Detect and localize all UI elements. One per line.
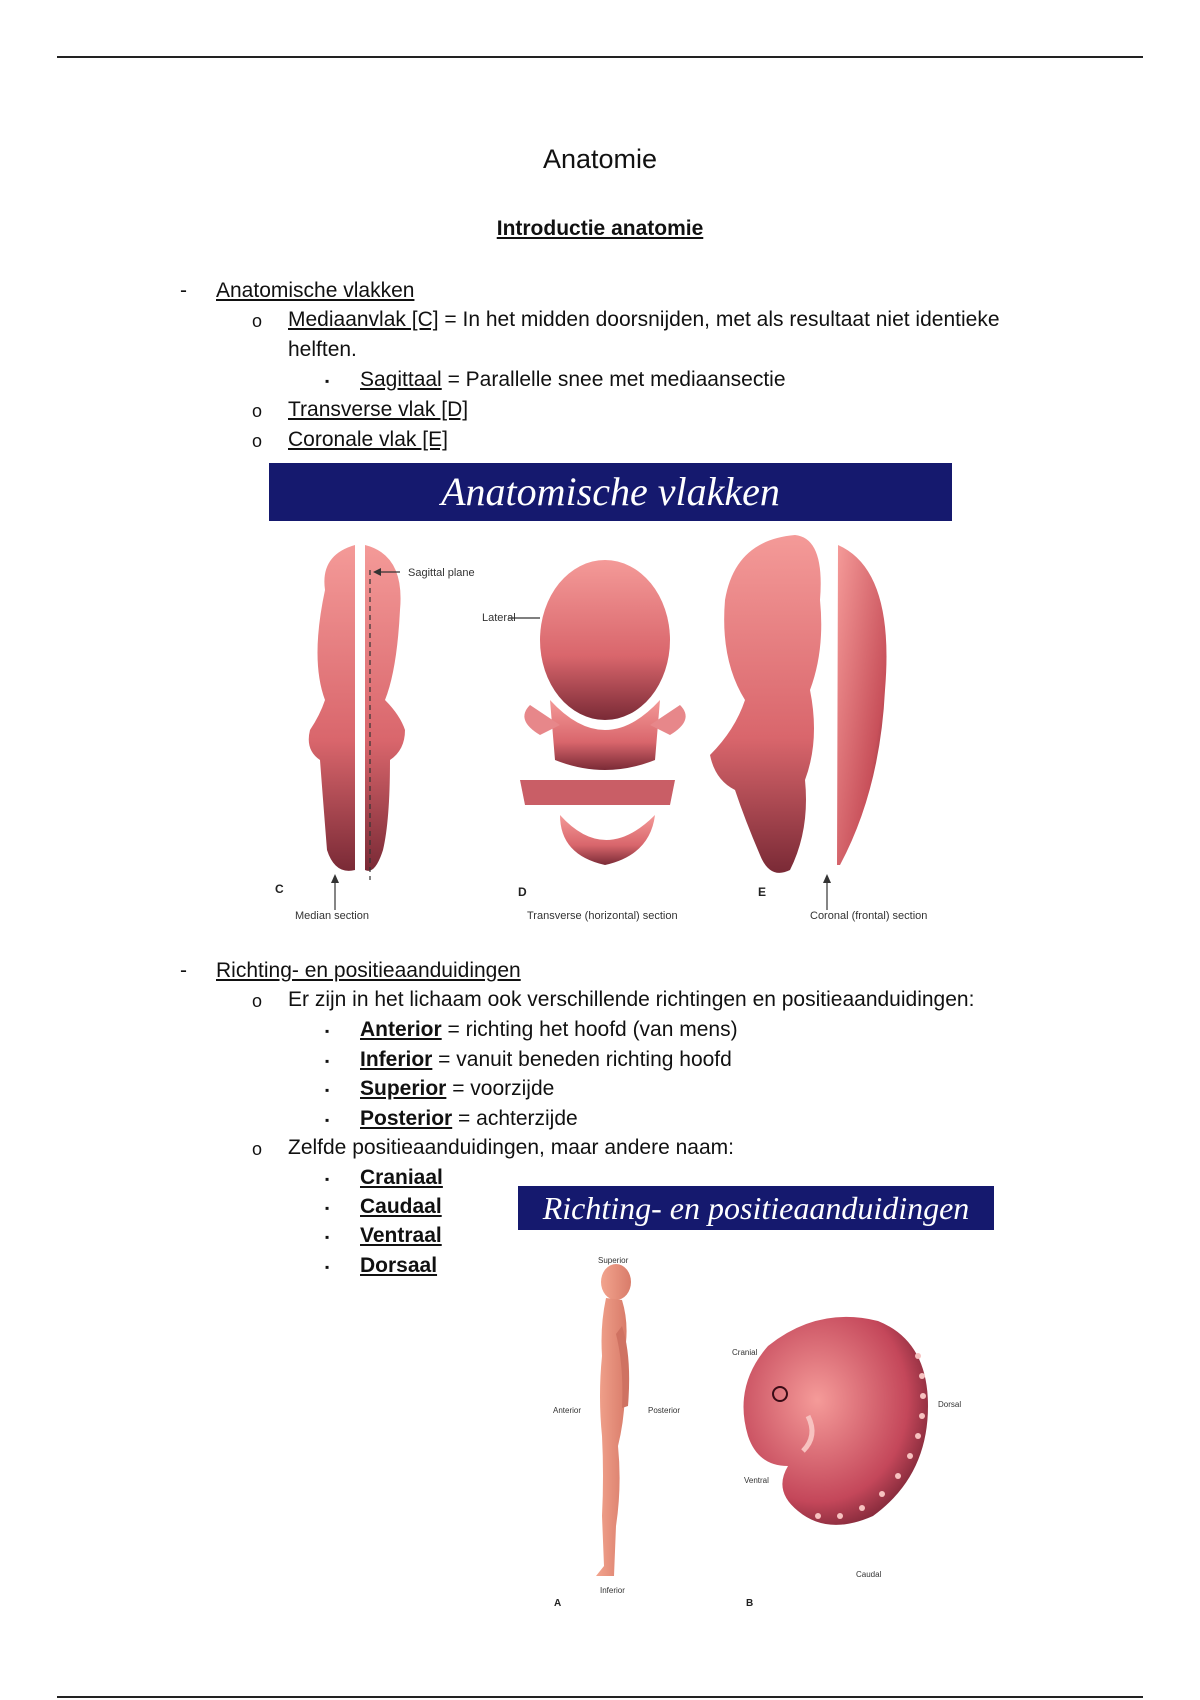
section-heading-anatomische-vlakken: Anatomische vlakken (216, 279, 415, 302)
page-title: Anatomie (542, 144, 658, 174)
circle-bullet: o (252, 401, 263, 421)
list-item-transverse-vlak: Transverse vlak [D] (288, 398, 469, 421)
square-bullet: ▪ (325, 374, 330, 388)
label-transverse-section: Transverse (horizontal) section (527, 910, 678, 922)
square-bullet: ▪ (325, 1054, 330, 1068)
label-coronal-section: Coronal (frontal) section (810, 910, 928, 922)
label-a: A (554, 1598, 562, 1609)
label-median-section: Median section (295, 910, 369, 922)
list-item-continuation: helften. (288, 338, 357, 361)
label-inferior: Inferior (600, 1586, 625, 1595)
figure2-banner: Richting- en positieaanduidingen (518, 1186, 994, 1230)
list-item-coronale-vlak: Coronale vlak [E] (288, 428, 448, 451)
anatomical-planes-illustration (265, 460, 970, 930)
list-item-intro: Er zijn in het lichaam ook verschillende richtingen en positieaanduidingen: (288, 988, 975, 1011)
label-caudal: Caudal (856, 1570, 882, 1579)
square-bullet: ▪ (325, 1083, 330, 1097)
label-dorsal: Dorsal (938, 1400, 962, 1409)
definition-mediaanvlak: = In het midden doorsnijden, met als resultaat niet identieke (438, 308, 1000, 331)
label-superior: Superior (598, 1256, 629, 1265)
definition-superior: = voorzijde (446, 1077, 555, 1100)
section-heading-richting: Richting- en positieaanduidingen (216, 959, 521, 982)
label-sagittal-plane: Sagittal plane (408, 567, 475, 579)
bottom-rule (57, 1696, 1143, 1698)
list-item-sagittaal (360, 365, 786, 395)
label-posterior: Posterior (648, 1406, 681, 1415)
human-side-view (596, 1264, 631, 1576)
square-bullet: ▪ (325, 1113, 330, 1127)
embryo-median-section (309, 545, 405, 910)
dash-bullet: - (180, 959, 187, 982)
square-bullet: ▪ (325, 1230, 330, 1244)
figure-banner: Anatomische vlakken (269, 463, 952, 521)
list-item-inferior (360, 1045, 732, 1075)
label-b: B (746, 1598, 754, 1609)
square-bullet: ▪ (325, 1172, 330, 1186)
label-e: E (758, 885, 767, 899)
figure-anatomische-vlakken (265, 460, 970, 930)
embryo-coronal-section (710, 535, 886, 910)
list-item-superior (360, 1074, 554, 1104)
square-bullet: ▪ (325, 1201, 330, 1215)
term-dorsaal: Dorsaal (360, 1254, 438, 1277)
list-item-anterior (360, 1015, 738, 1045)
circle-bullet: o (252, 311, 263, 331)
definition-anterior: = richting het hoofd (van mens) (441, 1018, 738, 1041)
square-bullet: ▪ (325, 1024, 330, 1038)
term-sagittaal: Sagittaal (360, 368, 442, 391)
figure-richting-posities (518, 1236, 998, 1616)
label-ventral: Ventral (744, 1476, 769, 1485)
circle-bullet: o (252, 431, 263, 451)
list-item-posterior (360, 1104, 578, 1134)
definition-inferior: = vanuit beneden richting hoofd (432, 1048, 732, 1071)
embryo-side-view (744, 1317, 929, 1525)
term-caudaal: Caudaal (360, 1195, 442, 1218)
label-lateral: Lateral (482, 612, 516, 624)
term-ventraal: Ventraal (360, 1224, 442, 1247)
definition-posterior: = achterzijde (452, 1107, 578, 1130)
term-mediaanvlak: Mediaanvlak [C] (288, 308, 439, 331)
label-cranial: Cranial (732, 1348, 758, 1357)
term-anterior: Anterior (360, 1018, 442, 1041)
list-item-intro2: Zelfde positieaanduidingen, maar andere naam: (288, 1136, 734, 1159)
square-bullet: ▪ (325, 1260, 330, 1274)
term-craniaal: Craniaal (360, 1166, 443, 1189)
dash-bullet: - (180, 279, 187, 302)
circle-bullet: o (252, 1139, 263, 1159)
term-posterior: Posterior (360, 1107, 453, 1130)
label-c: C (275, 882, 284, 896)
embryo-transverse-section (508, 560, 686, 865)
direction-illustration (518, 1236, 998, 1616)
label-anterior: Anterior (553, 1406, 582, 1415)
term-inferior: Inferior (360, 1048, 433, 1071)
top-rule (57, 56, 1143, 58)
label-d: D (518, 885, 527, 899)
circle-bullet: o (252, 991, 263, 1011)
page-subtitle: Introductie anatomie (496, 217, 704, 240)
definition-sagittaal: = Parallelle snee met mediaansectie (441, 368, 786, 391)
term-superior: Superior (360, 1077, 447, 1100)
list-item-mediaanvlak (288, 305, 1000, 335)
